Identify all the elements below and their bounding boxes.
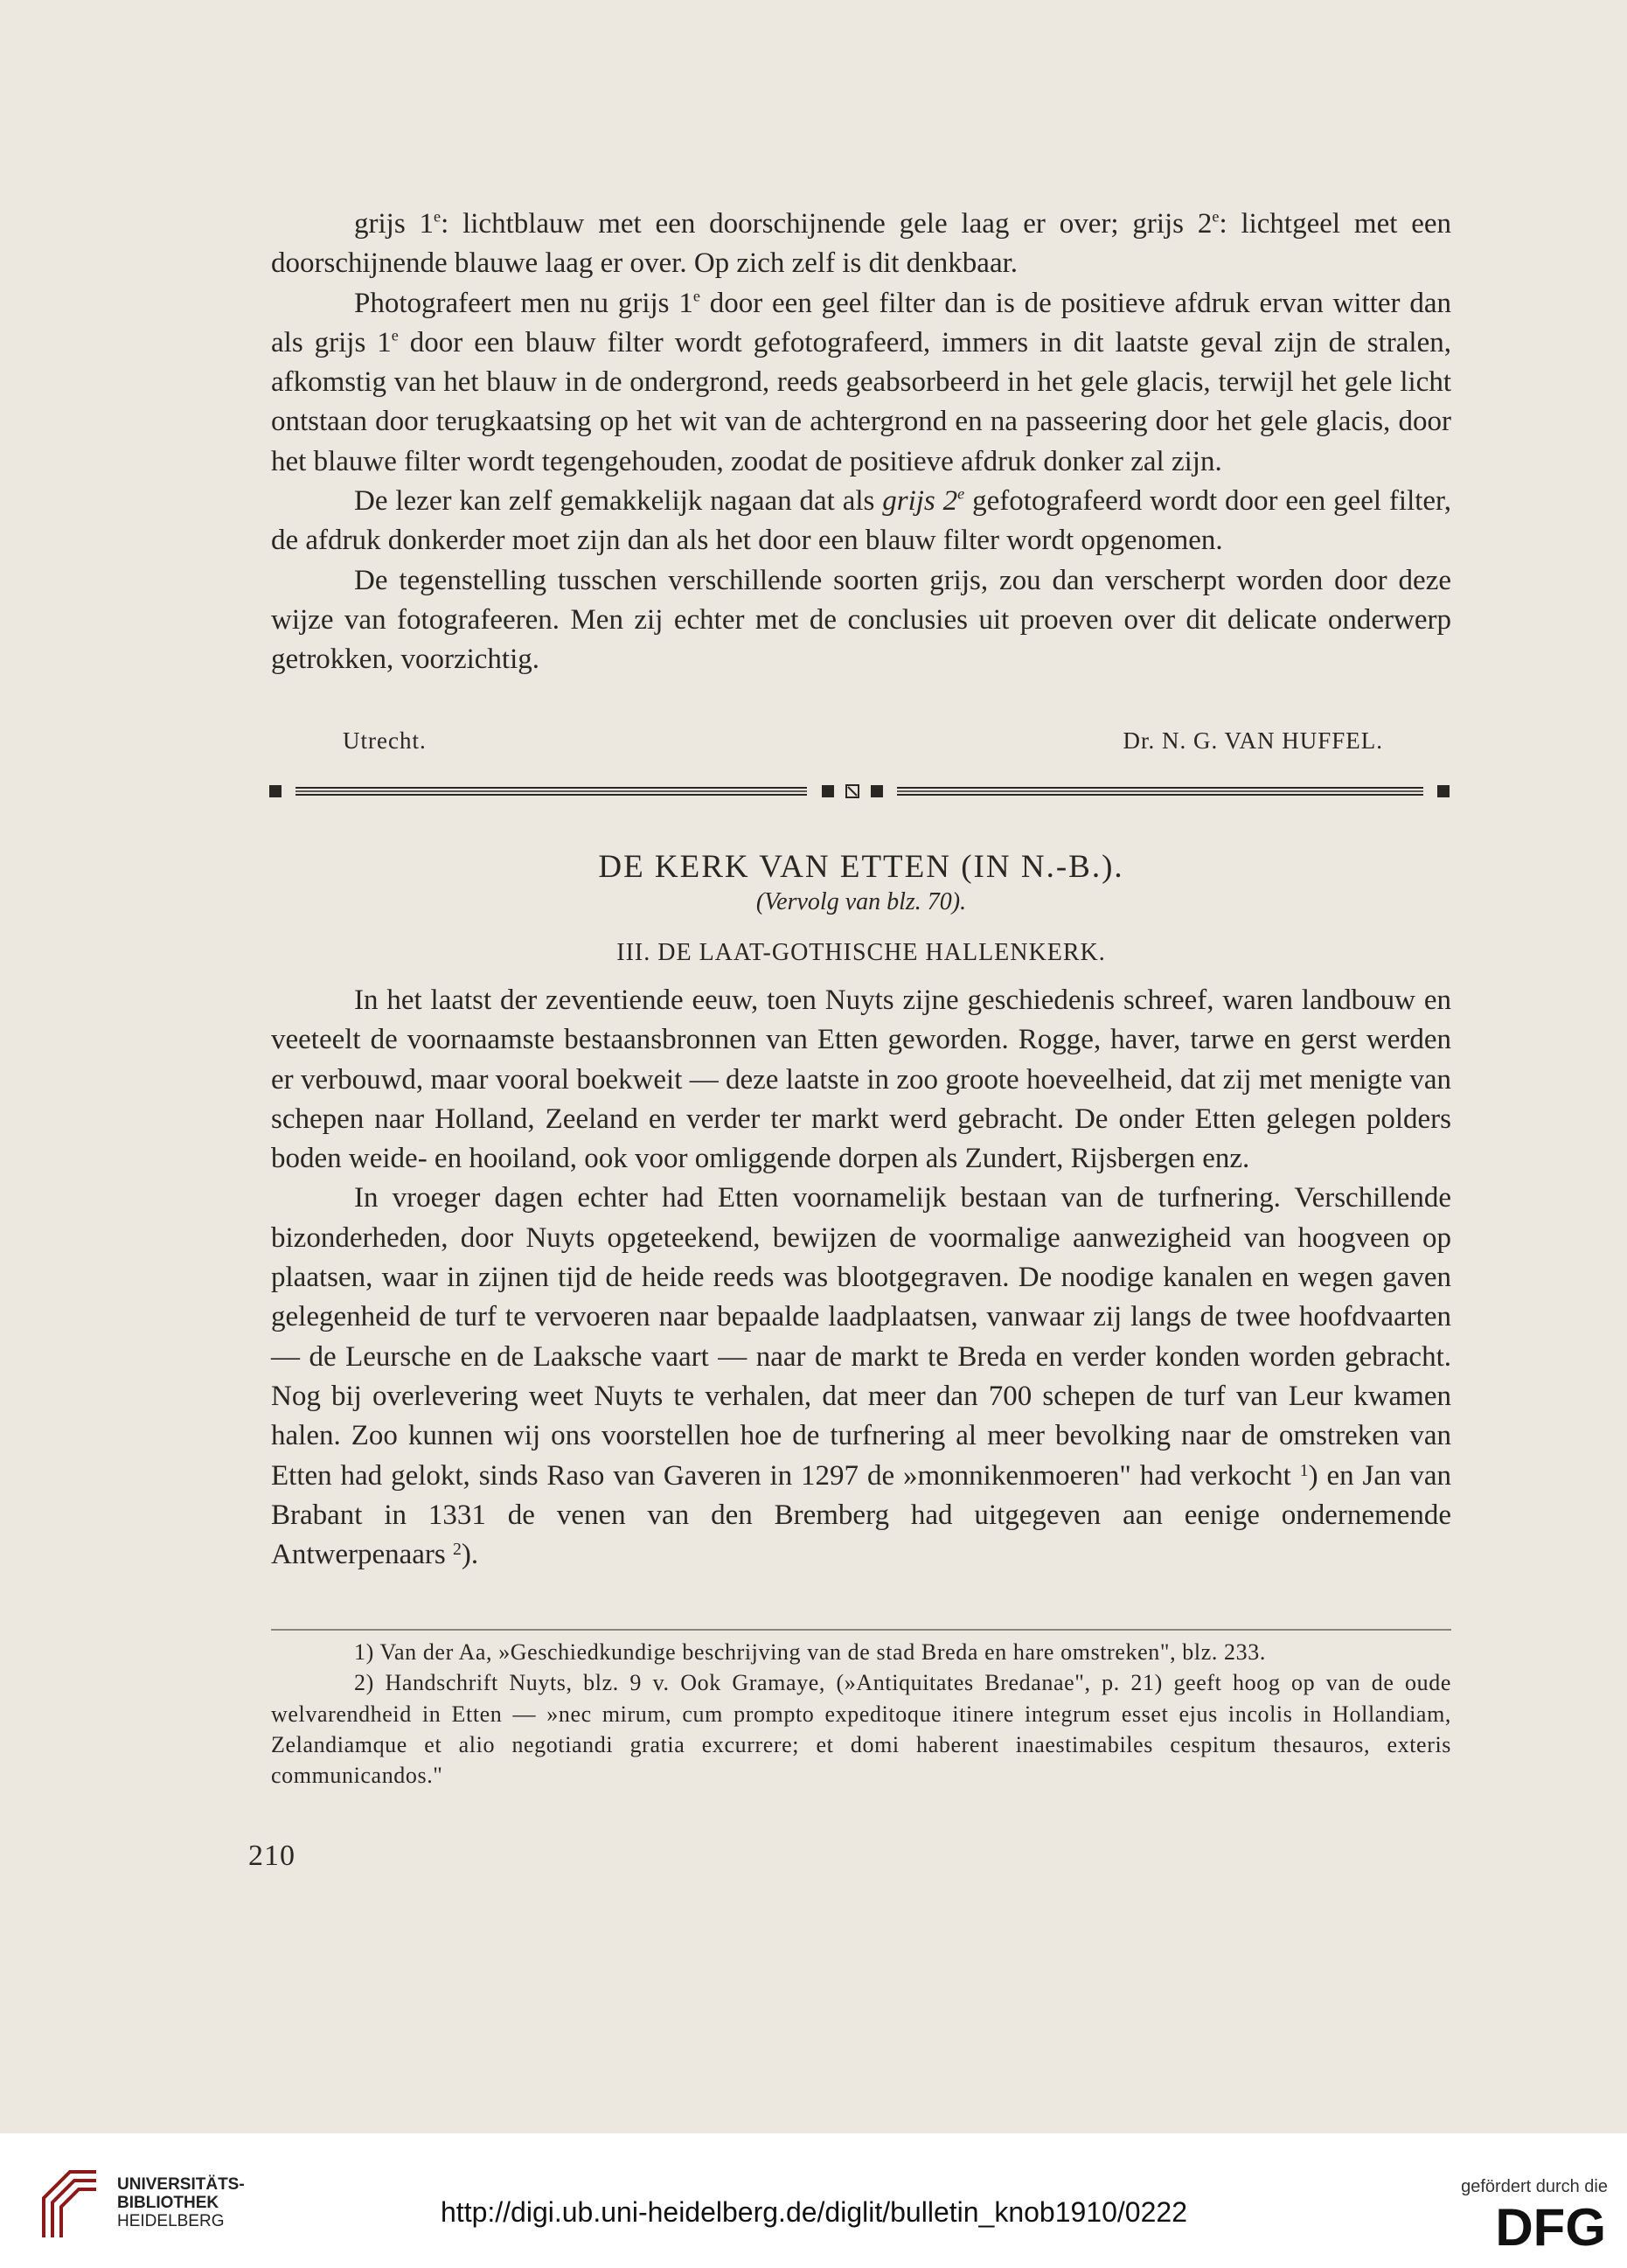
svg-text:DFG: DFG: [1495, 2203, 1606, 2249]
article-subtitle: (Vervolg van blz. 70).: [755, 888, 967, 915]
funding-label: gefördert durch die: [1461, 2177, 1608, 2196]
section-heading: III. DE LAAT-GOTHISCHE HALLENKERK.: [616, 939, 1106, 966]
footnote: 2) Handschrift Nuyts, blz. 9 v. Ook Gramaye, (»Antiquitates Bredanae", p. 21) geeft hoog op van de oude welvarendheid in Etten — »nec mirum, cum prompto expeditoque itinere integrum esset ejus incolis in Hollandiam, Zelandiamque et alio negotiandi gratia excurrere; et domi haberent inaestimabiles cespitum thesauros, exteris communicandos.": [271, 1670, 1451, 1789]
footnote-separator: [271, 1629, 1451, 1631]
signature-place: Utrecht.: [343, 727, 427, 754]
library-name: UNIVERSITÄTS- BIBLIOTHEK HEIDELBERG: [117, 2175, 245, 2230]
dfg-logo-icon: [1459, 2203, 1608, 2249]
paragraph: Photografeert men nu grijs 1e door een geel filter dan is de positieve afdruk ervan witter dan als grijs 1e door een blauw filter wordt gefotografeerd, immers in dit laatste geval zijn de stralen, afkomstig van het blauw in de ondergrond, reeds geabsorbeerd in het gele glacis, terwijl het gele licht ontstaan door terugkaatsing op het wit van de achtergrond en na passeering door het gele glacis, door het blauwe filter wordt tegengehouden, zoodat de positieve afdruk donker zal zijn.: [271, 286, 1451, 477]
signature-author: Dr. N. G. VAN HUFFEL.: [1123, 727, 1383, 754]
footnote: 1) Van der Aa, »Geschiedkundige beschrijving van de stad Breda en hare omstreken", blz. 233.: [354, 1639, 1266, 1665]
footnote-ref: 2: [453, 1540, 462, 1560]
paragraph: De tegenstelling tusschen verschillende soorten grijs, zou dan verscherpt worden door deze wijze van fotografeeren. Men zij echter met de conclusies uit proeven over dit delicate onderwerp getrokken, voorzichtig.: [271, 564, 1451, 676]
article-title: DE KERK VAN ETTEN (IN N.-B.).: [598, 849, 1124, 885]
source-url-link[interactable]: http://digi.ub.uni-heidelberg.de/diglit/bulletin_knob1910/0222: [441, 2196, 1187, 2228]
paragraph: grijs 1e: lichtblauw met een doorschijnende gele laag er over; grijs 2e: lichtgeel met een doorschijnende blauwe laag er over. Op zich zelf is dit denkbaar.: [271, 207, 1452, 280]
footer-bar: [0, 2133, 1627, 2268]
article-body: [271, 981, 1451, 1575]
library-logo-icon: [35, 2163, 105, 2242]
paragraph: In vroeger dagen echter had Etten voornamelijk bestaan van de turfnering. Verschillende bizonderheden, door Nuyts opgeteekend, bewijzen de voormalige aanwezigheid van hoogveen op plaatsen, waar in zijnen tijd de heide reeds was blootgegraven. De noodige kanalen en wegen gaven gelegenheid de turf te vervoeren naar bepaalde laadplaatsen, vanwaar zij langs de twee hoofdvaarten — de Leursche en de Laaksche vaart — naar de markt te Breda en verder konden worden gebracht. Nog bij overlevering weet Nuyts te verhalen, dat meer dan 700 schepen de turf van Leur kwamen halen. Zoo kunnen wij ons voorstellen hoe de turfnering al meer bevolking naar de omstreken van Etten had gelokt, sinds Raso van Gaveren in 1297 de »monnikenmoeren" had verkocht $^1$) en Jan van Brabant in 1331 de venen van den Bremberg had uitgegeven aan eenige ondernemende Antwerpenaars $^2$).: [271, 1182, 1452, 1571]
continued-article-text: [271, 205, 1451, 680]
paragraph: De lezer kan zelf gemakkelijk nagaan dat als grijs 2e gefotografeerd wordt door een geel filter, de afdruk donkerder moet zijn dan als het door een blauw filter wordt opgenomen.: [271, 484, 1451, 557]
footnotes: [271, 1637, 1451, 1791]
footnote-ref: 1: [1299, 1460, 1309, 1480]
section-divider-ornament: [269, 780, 1451, 803]
page-number: 210: [248, 1840, 296, 1872]
paragraph: In het laatst der zeventiende eeuw, toen Nuyts zijne geschiedenis schreef, waren landbouw en veeteelt de voornaamste bestaansbronnen van Etten geworden. Rogge, haver, tarwe en gerst werden er verbouwd, maar vooral boekweit — deze laatste in zoo groote hoeveelheid, dat zij met menigte van schepen naar Holland, Zeeland en verder ter markt werd gebracht. De onder Etten gelegen polders boden weide- en hooiland, ook voor omliggende dorpen als Zundert, Rijsbergen enz.: [271, 984, 1451, 1175]
